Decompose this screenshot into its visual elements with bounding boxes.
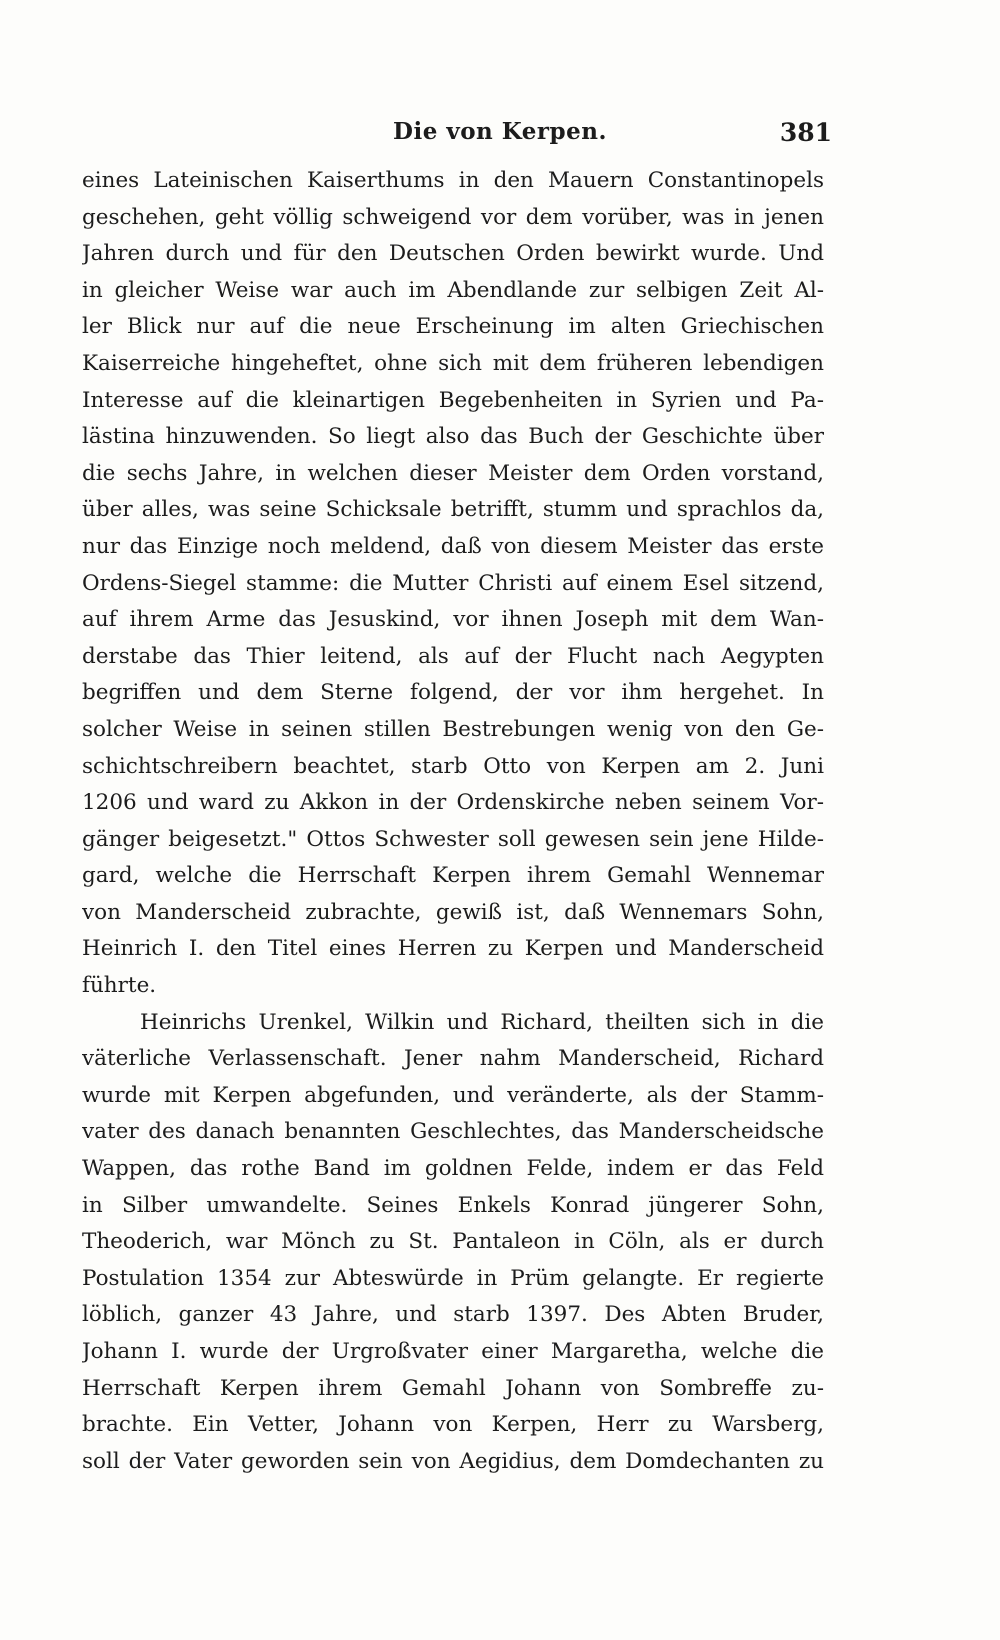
text-line: soll der Vater geworden sein von Aegidius, dem Domdechanten zu <box>82 1448 824 1474</box>
text-line: auf ihrem Arme das Jesuskind, vor ihnen Joseph mit dem Wan- <box>82 607 824 633</box>
text-line: Heinrichs Urenkel, Wilkin und Richard, theilten sich in die <box>140 1009 824 1035</box>
text-line: Johann I. wurde der Urgroßvater einer Margaretha, welche die <box>82 1339 824 1364</box>
text-line: die sechs Jahre, in welchen dieser Meister dem Orden vorstand, <box>82 460 824 486</box>
text-line: Ordens-Siegel stamme: die Mutter Christi auf einem Esel sitzend, <box>82 570 824 596</box>
text-line: gard, welche die Herrschaft Kerpen ihrem Gemahl Wennemar <box>82 863 824 889</box>
text-line: lästina hinzuwenden. So liegt also das Buch der Geschichte über <box>82 424 824 450</box>
body-text <box>82 163 824 1480</box>
text-line: nur das Einzige noch meldend, daß von diesem Meister das erste <box>82 533 824 559</box>
text-line: ler Blick nur auf die neue Erscheinung im alten Griechischen <box>82 314 824 340</box>
text-line: Jahren durch und für den Deutschen Orden bewirkt wurde. Und <box>82 241 824 267</box>
text-line: geschehen, geht völlig schweigend vor dem vorüber, was in jenen <box>82 204 824 230</box>
text-line: Interesse auf die kleinartigen Begebenheiten in Syrien und Pa- <box>82 387 824 413</box>
text-line: Wappen, das rothe Band im goldnen Felde, indem er das Feld <box>82 1156 824 1182</box>
text-line: löblich, ganzer 43 Jahre, und starb 1397. Des Abten Bruder, <box>82 1302 824 1328</box>
text-line: gänger beigesetzt." Ottos Schwester soll gewesen sein jene Hilde- <box>82 826 824 852</box>
text-line: eines Lateinischen Kaiserthums in den Mauern Constantinopels <box>82 168 824 193</box>
text-line: in Silber umwandelte. Seines Enkels Konrad jüngerer Sohn, <box>82 1192 824 1218</box>
text-line: 1206 und ward zu Akkon in der Ordenskirche neben seinem Vor- <box>82 790 824 816</box>
text-line: wurde mit Kerpen abgefunden, und veränderte, als der Stamm- <box>82 1082 824 1108</box>
text-line: väterliche Verlassenschaft. Jener nahm Manderscheid, Richard <box>82 1046 824 1072</box>
text-line: solcher Weise in seinen stillen Bestrebungen wenig von den Ge- <box>82 716 824 742</box>
text-line: schichtschreibern beachtet, starb Otto von Kerpen am 2. Juni <box>82 753 824 779</box>
text-line: führte. <box>82 973 157 999</box>
running-header: Die von Kerpen. <box>393 118 607 145</box>
text-line: Heinrich I. den Titel eines Herren zu Kerpen und Manderscheid <box>82 936 824 962</box>
text-line: in gleicher Weise war auch im Abendlande zur selbigen Zeit Al- <box>82 277 824 303</box>
text-line: vater des danach benannten Geschlechtes, das Manderscheidsche <box>82 1119 824 1145</box>
text-line: Theoderich, war Mönch zu St. Pantaleon in Cöln, als er durch <box>82 1229 824 1255</box>
text-line: derstabe das Thier leitend, als auf der Flucht nach Aegypten <box>82 643 824 669</box>
text-line: brachte. Ein Vetter, Johann von Kerpen, Herr zu Warsberg, <box>82 1412 824 1438</box>
text-line: begriffen und dem Sterne folgend, der vor ihm hergehet. In <box>82 680 824 706</box>
text-line: Kaiserreiche hingeheftet, ohne sich mit dem früheren lebendigen <box>82 350 824 376</box>
text-line: Herrschaft Kerpen ihrem Gemahl Johann von Sombreffe zu- <box>82 1375 824 1401</box>
page-number: 381 <box>779 118 832 147</box>
text-line: Postulation 1354 zur Abteswürde in Prüm gelangte. Er regierte <box>82 1265 824 1291</box>
text-line: über alles, was seine Schicksale betrifft, stumm und sprachlos da, <box>82 497 824 523</box>
text-line: von Manderscheid zubrachte, gewiß ist, daß Wennemars Sohn, <box>82 899 824 925</box>
